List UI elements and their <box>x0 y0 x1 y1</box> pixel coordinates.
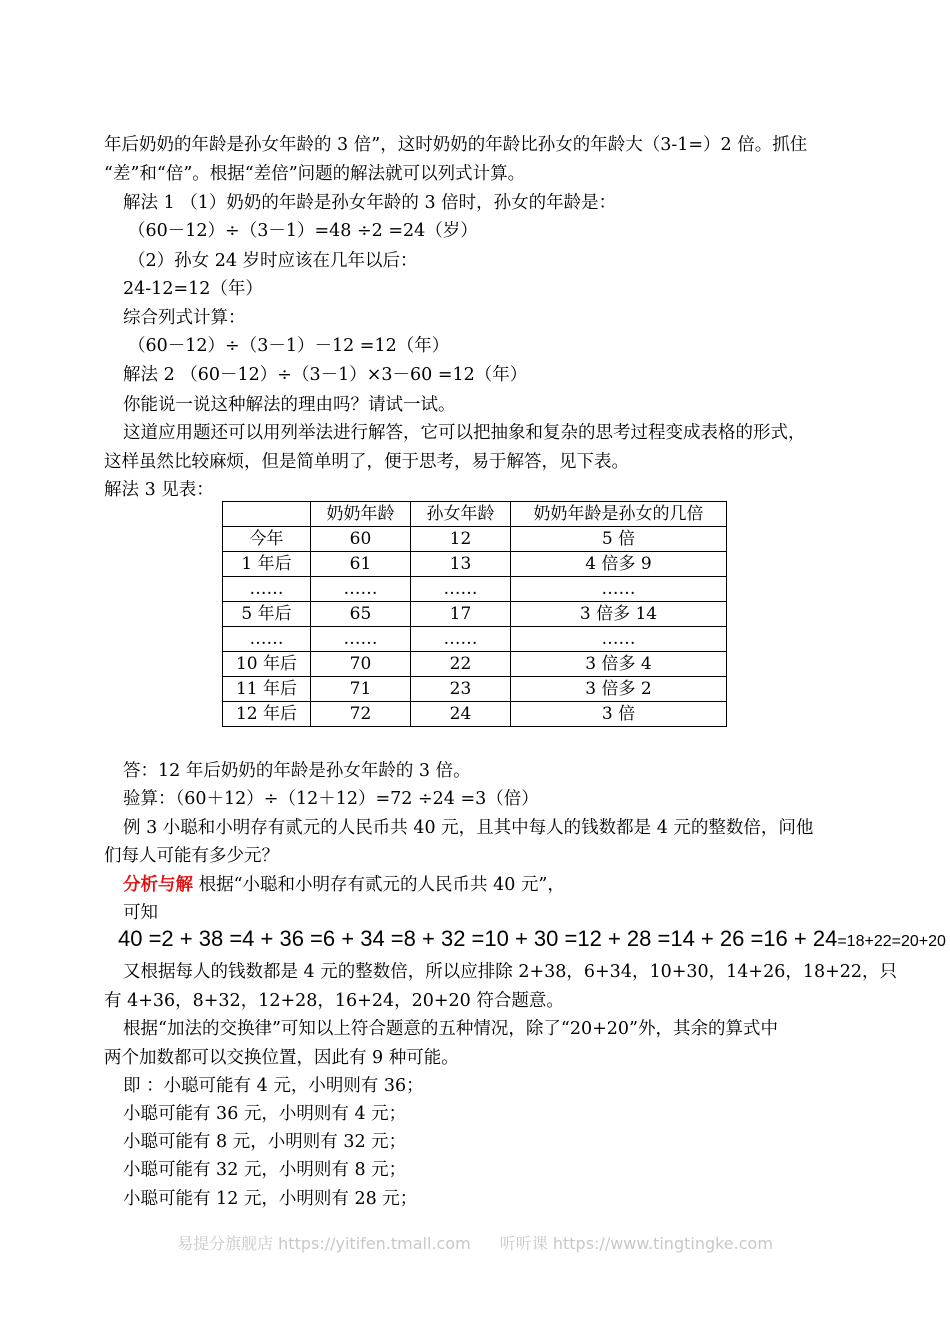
table-cell: …… <box>223 577 311 602</box>
table-header-cell: 孙女年龄 <box>411 502 511 527</box>
table-row <box>223 577 727 602</box>
table-row <box>223 527 727 552</box>
text-line: 综合列式计算： <box>123 308 246 328</box>
text-line: 答：12 年后奶奶的年龄是孙女年龄的 3 倍。 <box>123 761 471 781</box>
table-cell: 10 年后 <box>223 652 311 677</box>
table-cell: …… <box>411 577 511 602</box>
table-cell: 17 <box>411 602 511 627</box>
table-cell: …… <box>311 627 411 652</box>
footer-link-yitifen[interactable]: 易提分旗舰店 https://yitifen.tmall.com <box>177 1234 471 1253</box>
table-cell: 3 倍多 14 <box>511 602 727 627</box>
table-cell: …… <box>511 627 727 652</box>
formula-line: 验算：（60＋12）÷（12＋12）=72 ÷24 =3（倍） <box>123 789 539 809</box>
footer-link-tingtingke[interactable]: 听听课 https://www.tingtingke.com <box>499 1234 773 1253</box>
formula-line: 24-12=12（年） <box>123 279 263 299</box>
text-line: 这道应用题还可以用列举法进行解答，它可以把抽象和复杂的思考过程变成表格的形式， <box>123 423 806 443</box>
section-label: 分析与解 <box>123 875 193 895</box>
table-cell: 71 <box>311 677 411 702</box>
equation-tail: =18+22=20+20 <box>837 933 946 950</box>
formula-line: （60－12）÷（3－1）－12 =12（年） <box>128 336 450 356</box>
text-line: 们每人可能有多少元？ <box>104 846 279 866</box>
table-cell: 4 倍多 9 <box>511 552 727 577</box>
table-header-cell: 奶奶年龄是孙女的几倍 <box>511 502 727 527</box>
formula-line: 解法 2 （60－12）÷（3－1）×3－60 =12（年） <box>123 365 528 385</box>
equation-main: 40 =2 + 38 =4 + 36 =6 + 34 =8 + 32 =10 + 30 =12 + 28 =14 + 26 =16 + 24 <box>118 926 838 951</box>
text-line: 年后奶奶的年龄是孙女年龄的 3 倍”，这时奶奶的年龄比孙女的年龄大（3-1=）2 倍。抓住 <box>104 135 808 155</box>
table-cell: 24 <box>411 702 511 727</box>
table-cell: 65 <box>311 602 411 627</box>
table-cell: 70 <box>311 652 411 677</box>
table-row <box>223 602 727 627</box>
table-cell: 12 年后 <box>223 702 311 727</box>
text-line: “差”和“倍”。根据“差倍”问题的解法就可以列式计算。 <box>104 164 526 184</box>
table-cell: 12 <box>411 527 511 552</box>
table-cell: 22 <box>411 652 511 677</box>
table-header-row <box>223 502 727 527</box>
table-cell: 5 倍 <box>511 527 727 552</box>
table-cell: 5 年后 <box>223 602 311 627</box>
table-cell: 3 倍多 4 <box>511 652 727 677</box>
text-line: 根据“加法的交换律”可知以上符合题意的五种情况，除了“20+20”外，其余的算式中 <box>123 1019 778 1039</box>
text-line: 小聪可能有 8 元，小明则有 32 元； <box>123 1132 407 1152</box>
table-cell: 3 倍 <box>511 702 727 727</box>
age-table <box>222 501 727 727</box>
table-cell: …… <box>511 577 727 602</box>
table-row <box>223 627 727 652</box>
table-header-cell <box>223 502 311 527</box>
text-line: 又根据每人的钱数都是 4 元的整数倍，所以应排除 2+38，6+34，10+30，14+26，18+22，只 <box>123 962 898 982</box>
table-cell: 今年 <box>223 527 311 552</box>
table-cell: …… <box>411 627 511 652</box>
table-row <box>223 552 727 577</box>
table-row <box>223 677 727 702</box>
table-cell: 11 年后 <box>223 677 311 702</box>
text-line: 解法 1 （1）奶奶的年龄是孙女年龄的 3 倍时，孙女的年龄是： <box>123 193 617 213</box>
table-cell: 23 <box>411 677 511 702</box>
table-header-cell: 奶奶年龄 <box>311 502 411 527</box>
table-cell: …… <box>311 577 411 602</box>
text-line <box>123 874 565 896</box>
table-cell: 61 <box>311 552 411 577</box>
text-line: 小聪可能有 12 元，小明则有 28 元； <box>123 1189 418 1209</box>
text-line: （2）孙女 24 岁时应该在几年以后： <box>128 251 418 271</box>
text-line: 小聪可能有 32 元，小明则有 8 元； <box>123 1160 407 1180</box>
text-line: 例 3 小聪和小明存有贰元的人民币共 40 元，且其中每人的钱数都是 4 元的整数倍，问他 <box>123 818 814 838</box>
equation-line <box>118 928 946 953</box>
footer-watermark <box>0 1231 950 1254</box>
table-row <box>223 702 727 727</box>
table-cell: 72 <box>311 702 411 727</box>
table-cell: 3 倍多 2 <box>511 677 727 702</box>
section-text: 根据“小聪和小明存有贰元的人民币共 40 元”， <box>193 875 565 895</box>
table-cell: …… <box>223 627 311 652</box>
text-line: 即 ：小聪可能有 4 元，小明则有 36； <box>123 1076 424 1096</box>
text-line: 有 4+36，8+32，12+28，16+24，20+20 符合题意。 <box>104 991 564 1011</box>
table-cell: 60 <box>311 527 411 552</box>
text-line: 可知 <box>123 903 158 923</box>
table-cell: 13 <box>411 552 511 577</box>
text-line: 你能说一说这种解法的理由吗？请试一试。 <box>123 395 456 415</box>
table-row <box>223 652 727 677</box>
text-line: 这样虽然比较麻烦，但是简单明了，便于思考，易于解答，见下表。 <box>104 452 629 472</box>
table-cell: 1 年后 <box>223 552 311 577</box>
formula-line: （60－12）÷（3－1）=48 ÷2 =24（岁） <box>128 221 478 241</box>
text-line: 小聪可能有 36 元，小明则有 4 元； <box>123 1104 407 1124</box>
text-line: 解法 3 见表： <box>104 480 214 500</box>
text-line: 两个加数都可以交换位置，因此有 9 种可能。 <box>104 1048 459 1068</box>
